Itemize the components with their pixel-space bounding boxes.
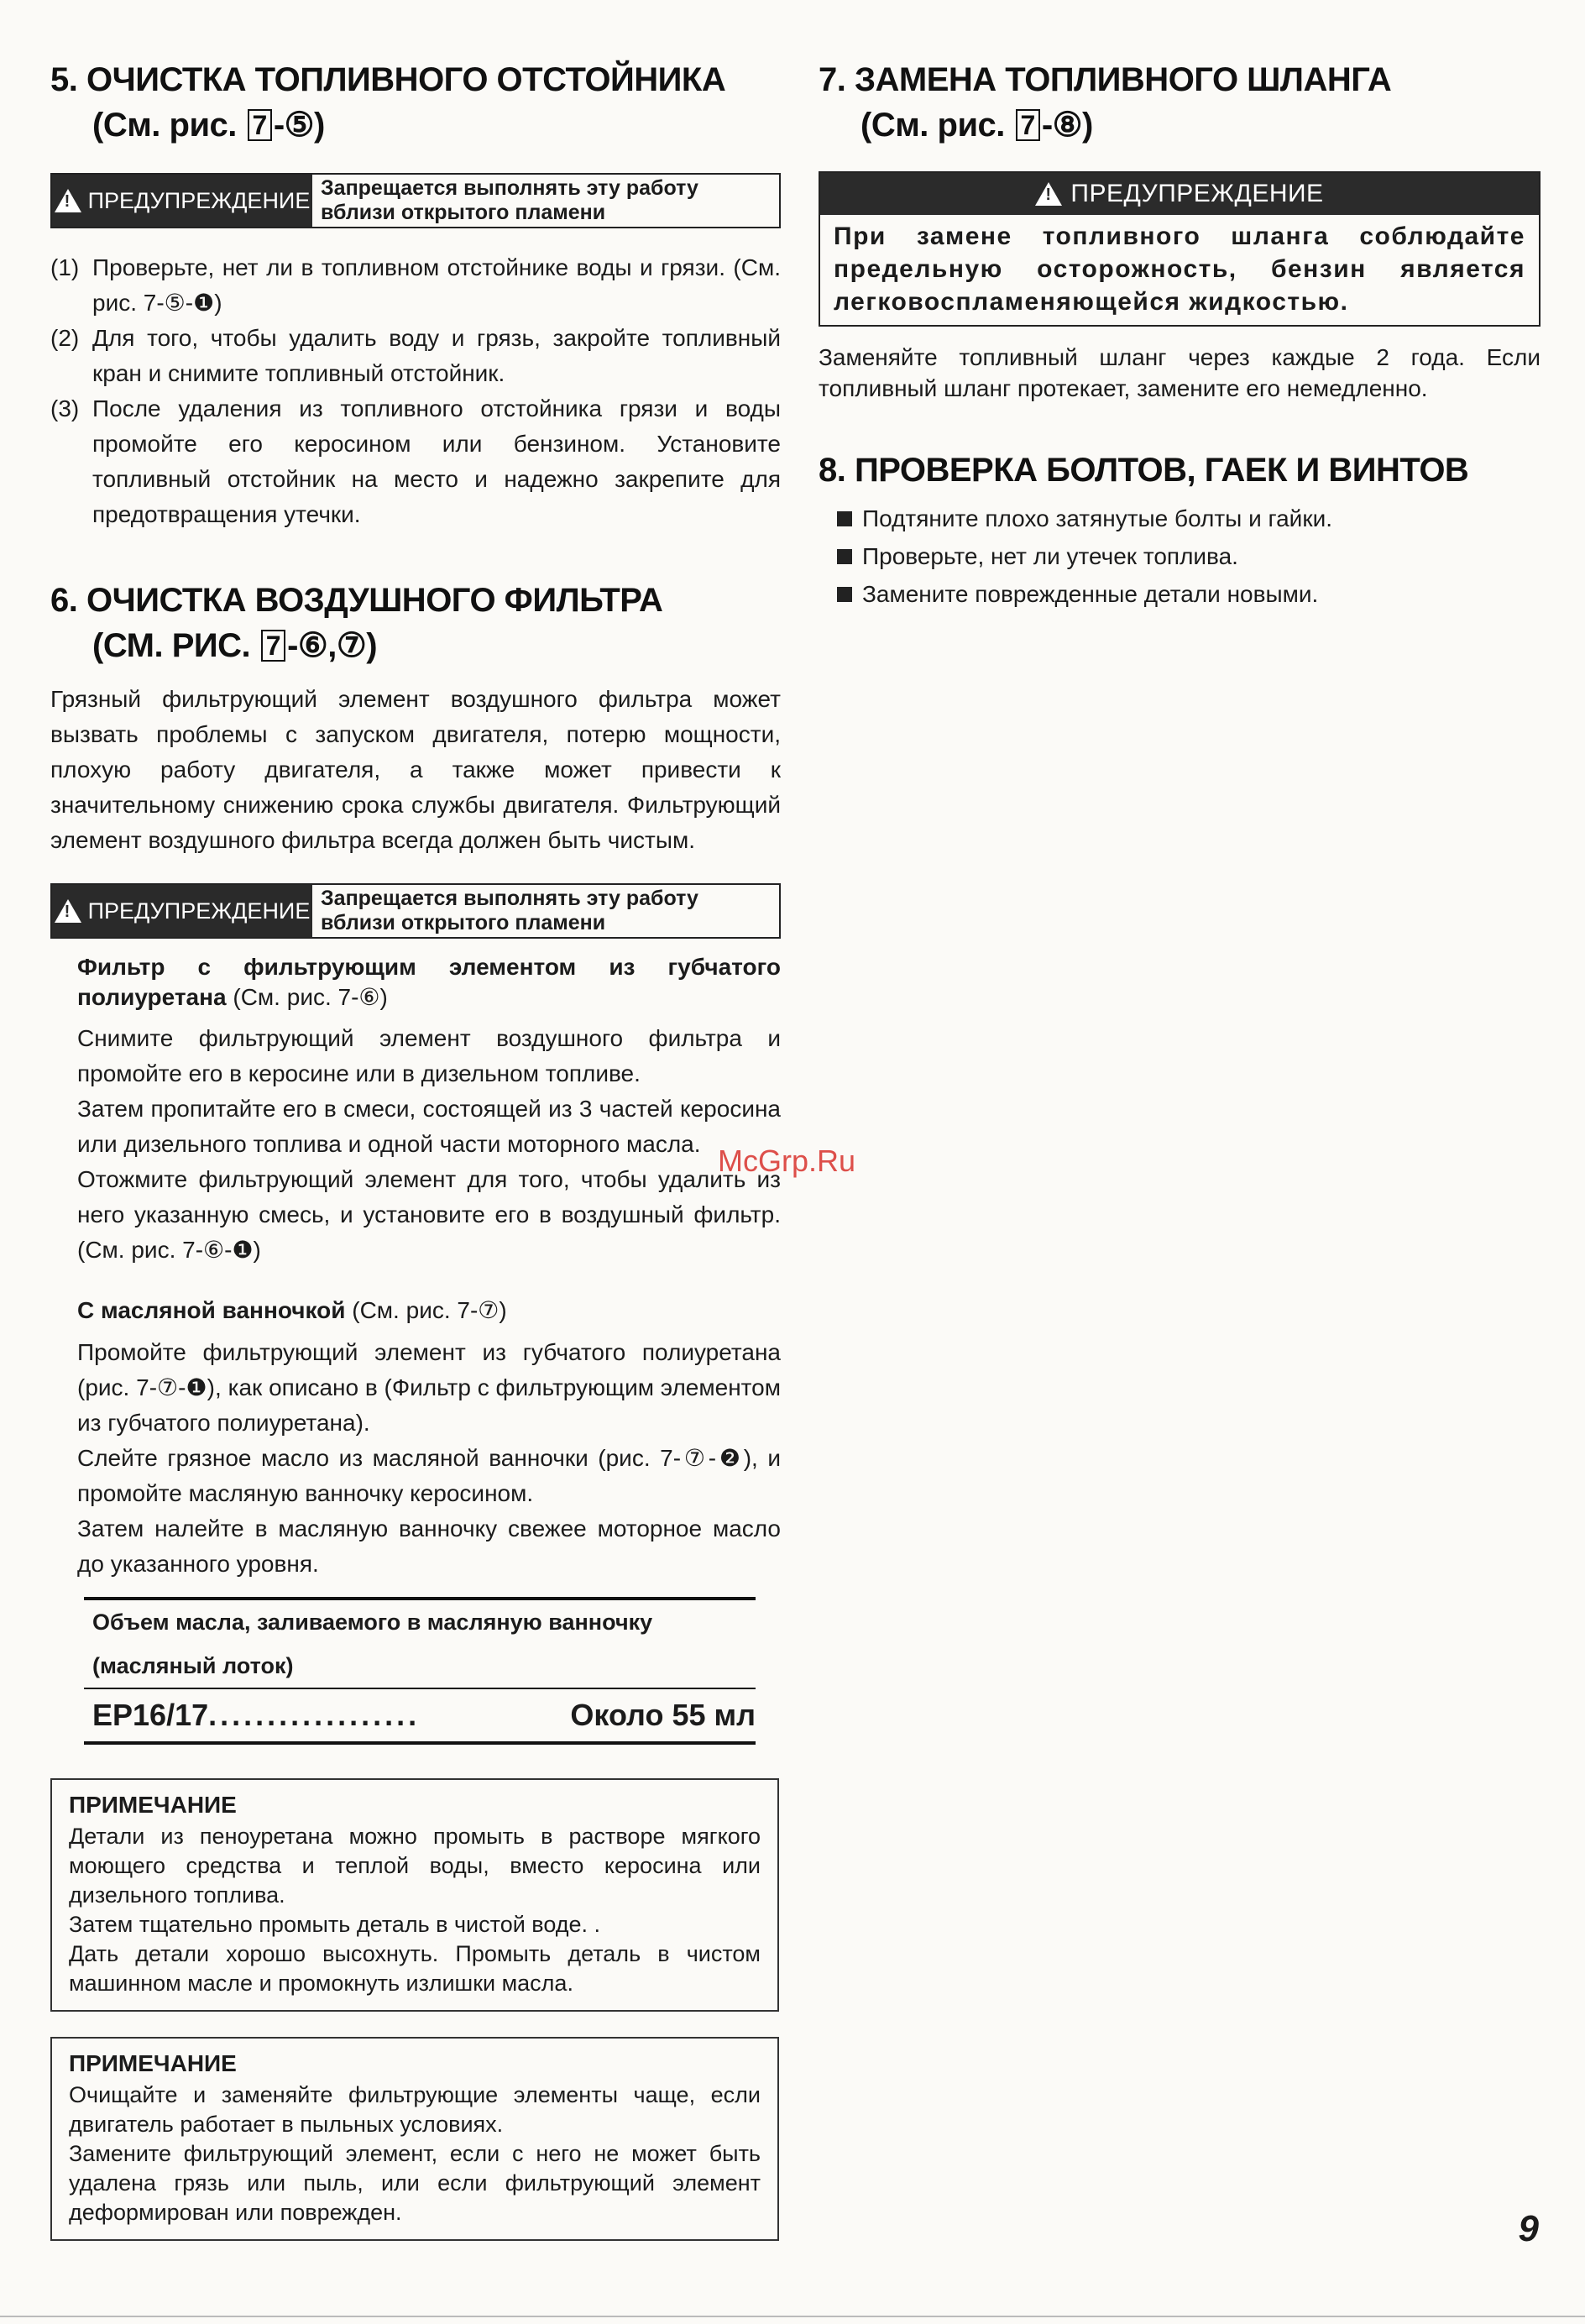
note-title: ПРИМЕЧАНИЕ <box>69 2050 237 2076</box>
note-line: Дать детали хорошо высохнуть. Промыть деталь в чистом машинном масле и промокнуть излишки масла. <box>69 1941 761 1996</box>
foam-filter-para: Затем пропитайте его в смеси, состоящей из 3 частей керосина или дизельного топлива и одной части моторного масла. <box>77 1096 781 1157</box>
section-6-heading <box>50 578 781 668</box>
scan-edge-line <box>0 2316 1585 2317</box>
warning-label: ПРЕДУПРЕЖДЕНИЕ <box>1070 180 1324 207</box>
section-5-ref-tail: -⑤) <box>273 107 325 144</box>
section-7-heading <box>819 57 1541 148</box>
note-box-2 <box>50 2037 779 2241</box>
section-5-warning <box>50 173 781 228</box>
page-number: 9 <box>1518 2208 1539 2249</box>
table-row <box>84 1689 756 1741</box>
foam-filter-title: Фильтр с фильтрующим элементом из губчатого полиуретана <box>77 954 781 1010</box>
left-column <box>50 0 781 2241</box>
oil-bath-heading <box>77 1293 781 1328</box>
section-5-heading <box>50 57 781 148</box>
table-model: EP16/17 <box>92 1698 209 1732</box>
watermark: McGrp.Ru <box>718 1144 856 1178</box>
list-item-text: Замените поврежденные детали новыми. <box>862 581 1319 607</box>
warning-icon <box>55 899 81 923</box>
warning-text: При замене топливного шланга соблюдайте предельную осторожность, бензин является легковоспламеняющейся жидкостью. <box>834 222 1525 316</box>
step-text: Проверьте, нет ли в топливном отстойнике воды и грязи. (См. рис. 7-⑤-❶) <box>92 254 781 316</box>
table-leader-dots: .................. <box>208 1698 421 1732</box>
section-7-body: Заменяйте топливный шланг через каждые 2 года. Если топливный шланг протекает, замените его немедленно. <box>819 344 1541 401</box>
note-line: Замените фильтрующий элемент, если с него не может быть удалена грязь или пыль, или если фильтрующий элемент деформирован или поврежден. <box>69 2141 761 2225</box>
section-5-ref-open: (См. рис. <box>92 107 237 144</box>
list-item <box>819 500 1541 537</box>
note-line: Очищайте и заменяйте фильтрующие элементы чаще, если двигатель работает в пыльных условиях. <box>69 2082 761 2137</box>
list-item <box>819 575 1541 613</box>
table-value: Около 55 мл <box>570 1698 756 1732</box>
foam-filter-para: Отожмите фильтрующий элемент для того, чтобы удалить из него указанную смесь, и установите его в воздушный фильтр. (См. рис. 7-⑥-❶) <box>77 1166 781 1263</box>
note-box-1 <box>50 1778 779 2012</box>
step-item <box>50 391 781 532</box>
warning-label: ПРЕДУПРЕЖДЕНИЕ <box>87 187 311 213</box>
note-line: Затем тщательно промыть деталь в чистой воде. . <box>69 1912 601 1937</box>
oil-bath-para: Затем налейте в масляную ванночку свежее моторное масло до указанного уровня. <box>77 1515 781 1577</box>
section-5-title: 5. ОЧИСТКА ТОПЛИВНОГО ОТСТОЙНИКА <box>50 61 726 98</box>
section-6-warning <box>50 883 781 939</box>
figure-box: 7 <box>1016 109 1040 141</box>
warning-icon <box>55 189 81 212</box>
warning-icon <box>1035 182 1062 206</box>
oil-bath-para: Промойте фильтрующий элемент из губчатого полиуретана (рис. 7-⑦-❶), как описано в (Фильтр с фильтрующим элементом из губчатого полиуретана). <box>77 1339 781 1436</box>
oil-bath-para: Слейте грязное масло из масляной ванночки (рис. 7-⑦-❷), и промойте масляную ванночку керосином. <box>77 1445 781 1506</box>
section-8-heading <box>819 448 1541 493</box>
square-bullet-icon <box>837 587 852 602</box>
section-8-title: 8. ПРОВЕРКА БОЛТОВ, ГАЕК И ВИНТОВ <box>819 452 1469 489</box>
warning-text: Запрещается выполнять эту работу вблизи открытого пламени <box>321 176 698 224</box>
section-7-ref-tail: -⑧) <box>1041 107 1093 144</box>
section-8-list <box>819 500 1541 613</box>
table-bottom-rule <box>84 1741 756 1745</box>
oil-volume-table <box>84 1597 756 1745</box>
warning-bar <box>820 173 1539 215</box>
note-line: Детали из пеноуретана можно промыть в растворе мягкого моющего средства и теплой воды, вместо керосина или дизельного топлива. <box>69 1824 761 1908</box>
list-item-text: Проверьте, нет ли утечек топлива. <box>862 543 1238 569</box>
warning-label-box <box>52 175 312 227</box>
section-6-ref-tail: -⑥,⑦) <box>287 627 378 664</box>
section-7-ref-open: (См. рис. <box>861 107 1005 144</box>
list-item-text: Подтяните плохо затянутые болты и гайки. <box>862 505 1332 531</box>
step-number: (3) <box>50 395 80 421</box>
note-title: ПРИМЕЧАНИЕ <box>69 1792 237 1818</box>
oil-bath-ref: (См. рис. 7-⑦) <box>352 1297 507 1323</box>
section-7-title: 7. ЗАМЕНА ТОПЛИВНОГО ШЛАНГА <box>819 61 1392 98</box>
section-6-intro: Грязный фильтрующий элемент воздушного фильтра может вызвать проблемы с запуском двигателя, потерю мощности, плохую работу двигателя, а также может привести к значительному снижению срока службы двигателя. Фильтрующий элемент воздушного фильтра всегда должен быть чистым. <box>50 686 781 853</box>
section-7-warning <box>819 171 1541 327</box>
warning-text: Запрещается выполнять эту работу вблизи открытого пламени <box>321 887 698 934</box>
section-6-ref-open: (СМ. РИС. <box>92 627 251 664</box>
step-number: (2) <box>50 325 80 351</box>
step-item <box>50 250 781 321</box>
figure-box: 7 <box>261 630 285 662</box>
section-6-title: 6. ОЧИСТКА ВОЗДУШНОГО ФИЛЬТРА <box>50 582 663 619</box>
oil-bath-block <box>50 1293 781 1582</box>
figure-box: 7 <box>248 109 272 141</box>
square-bullet-icon <box>837 549 852 564</box>
foam-filter-para: Снимите фильтрующий элемент воздушного фильтра и промойте его в керосине или в дизельном топливе. <box>77 1025 781 1086</box>
right-column <box>819 0 1541 613</box>
step-item <box>50 321 781 391</box>
square-bullet-icon <box>837 511 852 526</box>
step-text: После удаления из топливного отстойника грязи и воды промойте его керосином или бензином. Установите топливный отстойник на место и надежно закрепите для предотвращения утечки. <box>92 395 781 527</box>
foam-filter-ref: (См. рис. 7-⑥) <box>233 984 388 1010</box>
list-item <box>819 537 1541 575</box>
foam-filter-block <box>50 952 781 1268</box>
step-text: Для того, чтобы удалить воду и грязь, закройте топливный кран и снимите топливный отстойник. <box>92 325 781 386</box>
section-5-steps <box>50 250 781 532</box>
foam-filter-heading <box>77 952 781 1013</box>
warning-label-box <box>52 885 312 937</box>
oil-bath-title: С масляной ванночкой <box>77 1297 346 1323</box>
warning-label: ПРЕДУПРЕЖДЕНИЕ <box>87 898 311 924</box>
step-number: (1) <box>50 254 80 280</box>
table-header: Объем масла, заливаемого в масляную ванночку (масляный лоток) <box>84 1600 756 1689</box>
